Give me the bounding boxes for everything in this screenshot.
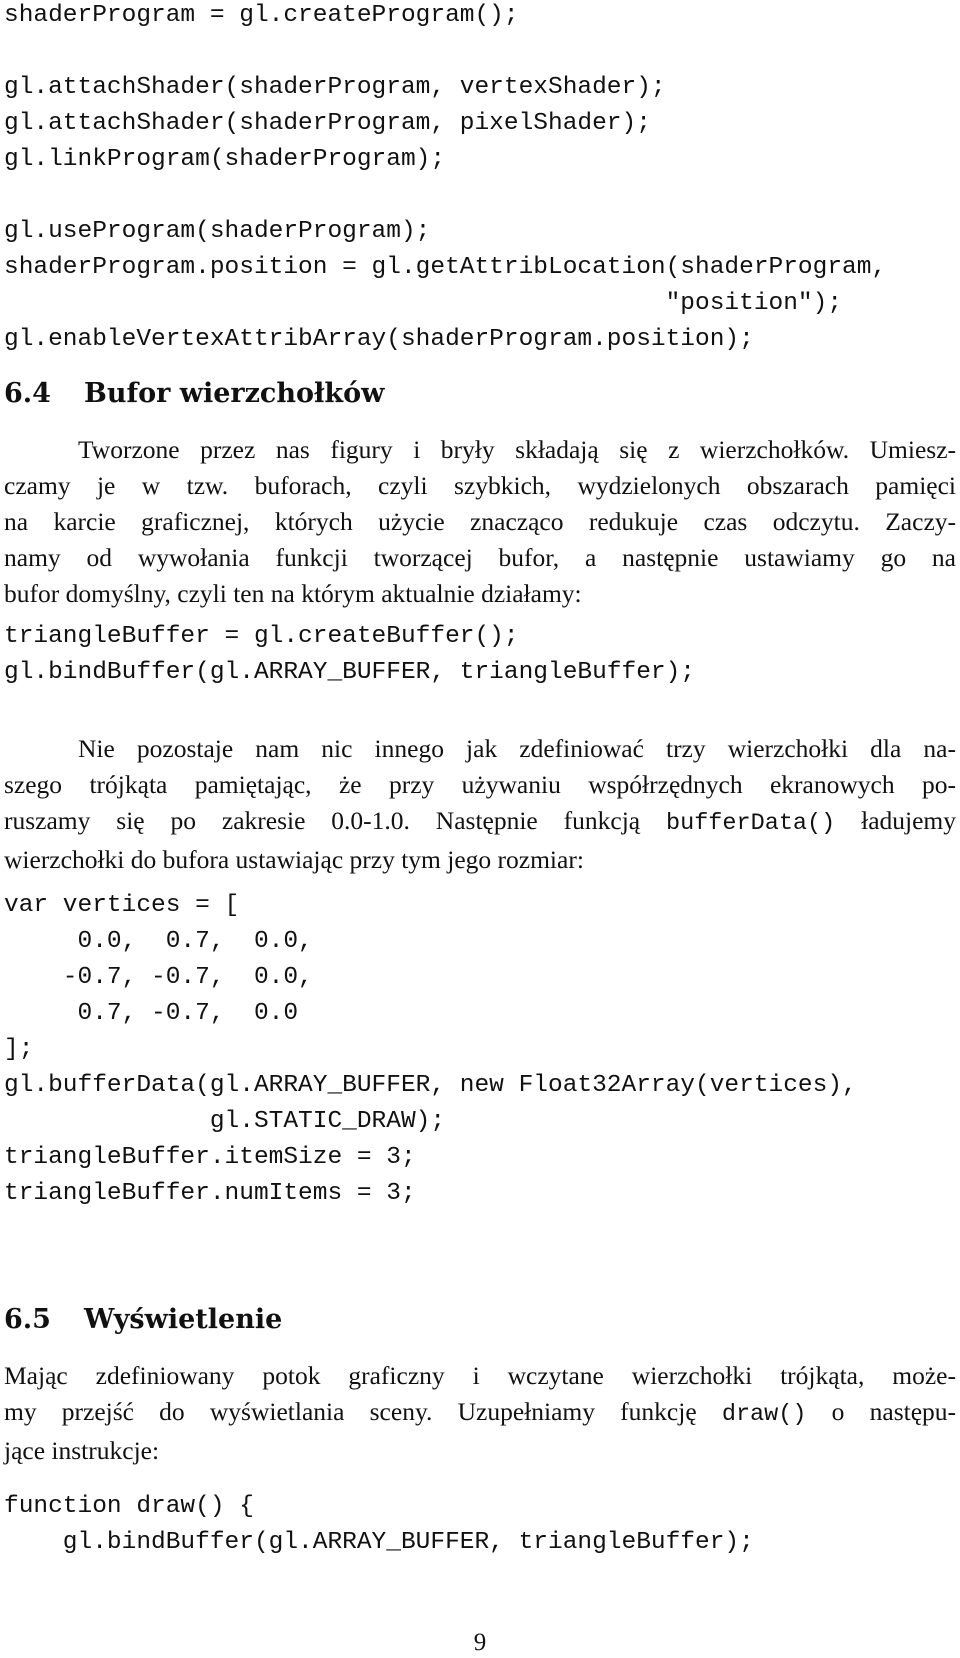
- paragraph-line: [4, 1394, 956, 1433]
- code-line: gl.linkProgram(shaderProgram);: [4, 146, 446, 173]
- code-line: 0.0, 0.7, 0.0,: [4, 928, 313, 955]
- inline-code: draw(): [721, 1401, 807, 1428]
- code-line: gl.STATIC_DRAW);: [4, 1108, 446, 1135]
- inline-code: bufferData(): [666, 810, 836, 837]
- code-line: -0.7, -0.7, 0.0,: [4, 964, 313, 991]
- text-run: my przejść do wyświetlania sceny. Uzupełniamy funkcję: [4, 1397, 697, 1426]
- page-number: 9: [473, 1629, 487, 1656]
- code-line: triangleBuffer.numItems = 3;: [4, 1180, 416, 1207]
- code-line: gl.attachShader(shaderProgram, vertexShader);: [4, 74, 666, 101]
- code-line: triangleBuffer = gl.createBuffer();: [4, 623, 519, 650]
- paragraph-line: bufor domyślny, czyli ten na którym aktualnie działamy:: [4, 579, 582, 608]
- code-line: gl.bufferData(gl.ARRAY_BUFFER, new Float32Array(vertices),: [4, 1072, 857, 1099]
- code-block-shader-program: [4, 0, 886, 358]
- code-line: gl.bindBuffer(gl.ARRAY_BUFFER, triangleBuffer);: [4, 659, 696, 686]
- section-number: 6.4: [4, 378, 51, 409]
- code-line: gl.enableVertexAttribArray(shaderProgram.position);: [4, 326, 754, 353]
- section-heading-6-5: [4, 1302, 282, 1338]
- code-block-create-buffer: [4, 619, 695, 691]
- paragraph-line: Mając zdefiniowany potok graficzny i wczytane wierzchołki trójkąta, może-: [4, 1361, 956, 1390]
- code-block-draw: [4, 1489, 754, 1561]
- section-heading-6-4: [4, 376, 384, 412]
- paragraph-line: [4, 803, 956, 842]
- paragraph-line: Nie pozostaje nam nic innego jak zdefiniować trzy wierzchołki dla na-: [78, 734, 956, 763]
- code-line: shaderProgram = gl.createProgram();: [4, 2, 519, 29]
- paragraph-line: namy od wywołania funkcji tworzącej bufor, a następnie ustawiamy go na: [4, 543, 956, 572]
- paragraph-display: [4, 1358, 956, 1469]
- code-line: gl.attachShader(shaderProgram, pixelShader);: [4, 110, 651, 137]
- code-line: gl.bindBuffer(gl.ARRAY_BUFFER, triangleBuffer);: [4, 1529, 754, 1556]
- text-run: o następu-: [831, 1397, 957, 1426]
- paragraph-line: jące instrukcje:: [4, 1436, 160, 1465]
- code-line: ];: [4, 1036, 34, 1063]
- paragraph-line: na karcie graficznej, których użycie znacząco redukuje czas odczytu. Zaczy-: [4, 507, 956, 536]
- paragraph-line: czamy je w tzw. buforach, czyli szybkich, wydzielonych obszarach pamięci: [4, 471, 956, 500]
- paragraph-line: Tworzone przez nas figury i bryły składają się z wierzchołków. Umiesz-: [78, 435, 956, 464]
- code-block-vertices: [4, 888, 857, 1212]
- code-line: function draw() {: [4, 1493, 254, 1520]
- code-line: triangleBuffer.itemSize = 3;: [4, 1144, 416, 1171]
- section-title: Bufor wierzchołków: [84, 378, 385, 409]
- paragraph-line: szego trójkąta pamiętając, że przy używaniu współrzędnych ekranowych po-: [4, 770, 956, 799]
- code-line: "position");: [4, 290, 843, 317]
- text-run: ruszamy się po zakresie 0.0-1.0. Następnie funkcją: [4, 806, 641, 835]
- code-line: gl.useProgram(shaderProgram);: [4, 218, 431, 245]
- text-run: ładujemy: [861, 806, 957, 835]
- section-title: Wyświetlenie: [84, 1304, 283, 1335]
- paragraph-vertices: [4, 731, 956, 878]
- code-line: shaderProgram.position = gl.getAttribLocation(shaderProgram,: [4, 254, 887, 281]
- paragraph-line: wierzchołki do bufora ustawiając przy tym jego rozmiar:: [4, 845, 584, 874]
- section-number: 6.5: [4, 1304, 51, 1335]
- paragraph-buffers-intro: [4, 432, 956, 612]
- code-line: var vertices = [: [4, 892, 240, 919]
- code-line: 0.7, -0.7, 0.0: [4, 1000, 299, 1027]
